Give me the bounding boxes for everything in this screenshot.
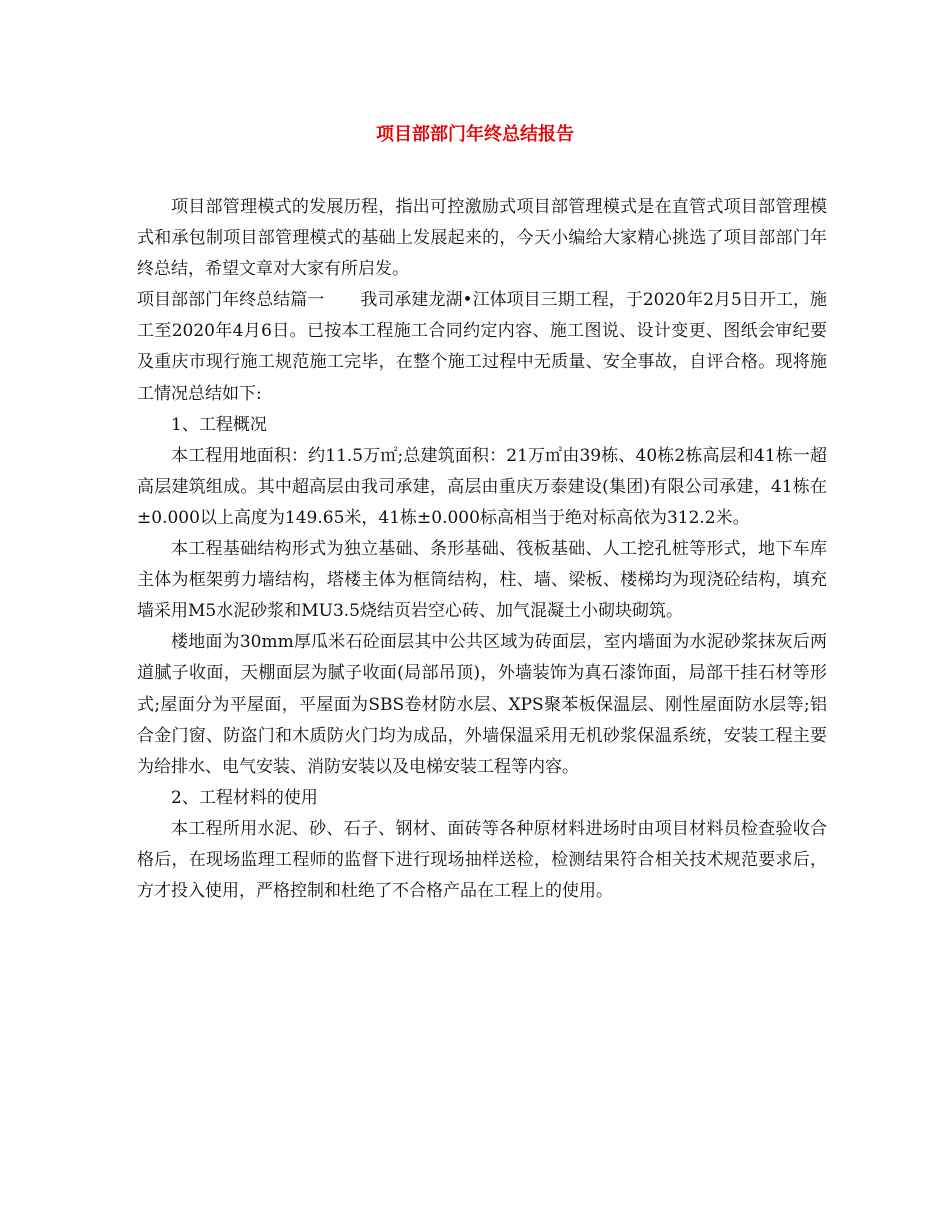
finishing-paragraph: 楼地面为30mm厚瓜米石砼面层其中公共区域为砖面层，室内墙面为水泥砂浆抹灰后两道腻子收面，天棚面层为腻子收面(局部吊顶)，外墙装饰为真石漆饰面，局部干挂石材等形式;屋面分为平屋面，平屋面为SBS卷材防水层、XPS聚苯板保温层、刚性屋面防水层等;铝合金门窗、防盗门和木质防火门均为成品，外墙保温采用无机砂浆保温系统，安装工程主要为给排水、电气安装、消防安装以及电梯安装工程等内容。 xyxy=(137,632,827,777)
section-one-heading: 项目部部门年终总结篇一 xyxy=(137,290,325,311)
structure-paragraph: 本工程基础结构形式为独立基础、条形基础、筏板基础、人工挖孔桩等形式，地下车库主体为框架剪力墙结构，塔楼主体为框筒结构，柱、墙、梁板、楼梯均为现浇砼结构，填充墙采用M5水泥砂浆和MU3.5烧结页岩空心砖、加气混凝土小砌块砌筑。 xyxy=(137,539,827,622)
section-one-paragraph xyxy=(137,285,827,409)
document-body xyxy=(137,192,827,907)
intro-paragraph: 项目部管理模式的发展历程，指出可控激励式项目部管理模式是在直管式项目部管理模式和承包制项目部管理模式的基础上发展起来的，今天小编给大家精心挑选了项目部部门年终总结，希望文章对大家有所启发。 xyxy=(137,197,827,280)
project-area-paragraph: 本工程用地面积：约11.5万㎡;总建筑面积：21万㎡由39栋、40栋2栋高层和41栋一超高层建筑组成。其中超高层由我司承建，高层由重庆万泰建设(集团)有限公司承建，41栋在±0.000以上高度为149.65米，41栋±0.000标高相当于绝对标高依为312.2米。 xyxy=(137,445,827,528)
materials-paragraph: 本工程所用水泥、砂、石子、钢材、面砖等各种原材料进场时由项目材料员检查验收合格后，在现场监理工程师的监督下进行现场抽样送检，检测结果符合相关技术规范要求后，方才投入使用，严格控制和杜绝了不合格产品在工程上的使用。 xyxy=(137,818,827,902)
heading-project-overview: 1、工程概况 xyxy=(171,414,267,435)
heading-materials: 2、工程材料的使用 xyxy=(171,787,318,808)
section-one-text: 我司承建龙湖•江体项目三期工程，于2020年2月5日开工，施工至2020年4月6日。已按本工程施工合同约定内容、施工图说、设计变更、图纸会审纪要及重庆市现行施工规范施工完毕，在整个施工过程中无质量、安全事故，自评合格。现将施工情况总结如下: xyxy=(137,290,828,404)
document-title: 项目部部门年终总结报告 xyxy=(376,124,574,145)
